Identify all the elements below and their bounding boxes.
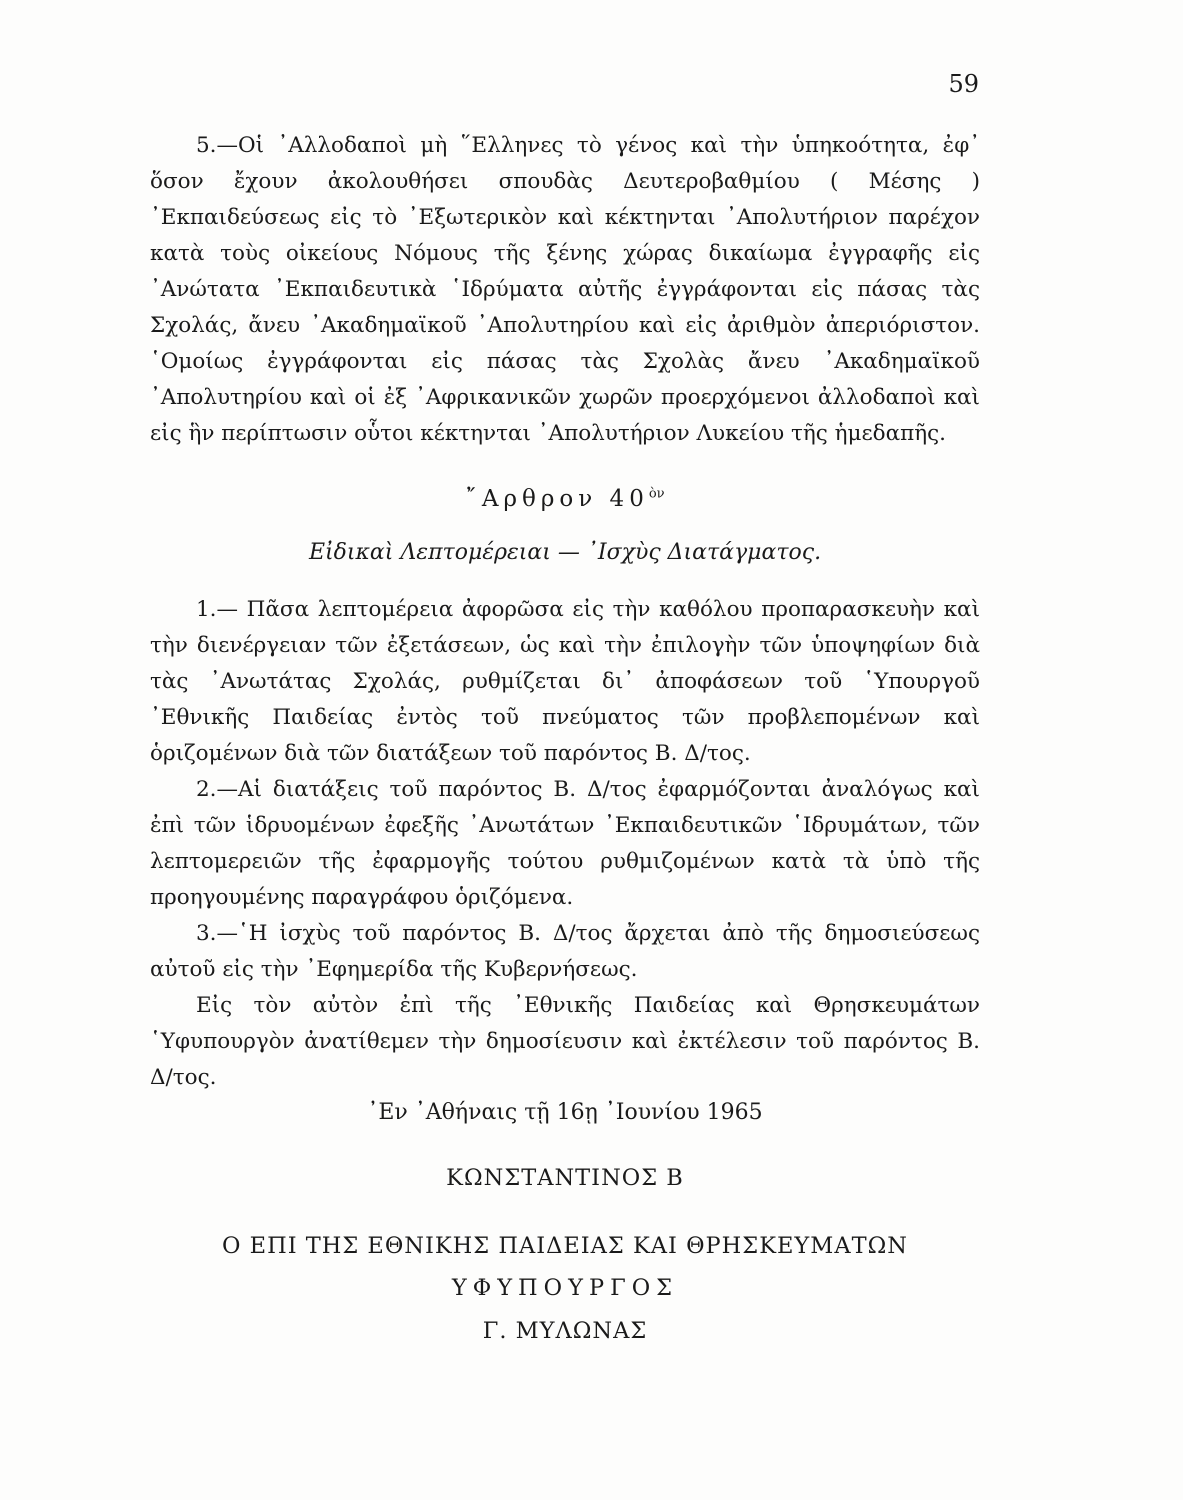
- article-heading-suffix: ὸν: [648, 486, 665, 502]
- paragraph-2: 2.—Αἱ διατάξεις τοῦ παρόντος Β. Δ/τος ἐφαρμόζονται ἀναλόγως καὶ ἐπὶ τῶν ἱδρυομένων ἐφεξῆς ᾿Ανωτάτων ᾿Εκπαιδευτικῶν ῾Ιδρυμάτων, τῶν λεπτομερειῶν τῆς ἐφαρμογῆς τούτου ρυθμιζομένων κατὰ τὰ ὑπὸ τῆς προηγουμένης παραγράφου ὁριζόμενα.: [150, 777, 980, 910]
- king-signature: ΚΩΝΣΤΑΝΤΙΝΟΣ Β: [446, 1165, 684, 1191]
- article-heading: [150, 486, 980, 512]
- article-subtitle: Εἰδικαὶ Λεπτομέρειαι — ᾿Ισχὺς Διατάγματος.: [308, 540, 822, 565]
- paragraph-assignment: Εἰς τὸν αὐτὸν ἐπὶ τῆς ᾿Εθνικῆς Παιδείας καὶ Θρησκευμάτων ῾Υφυπουργὸν ἀνατίθεμεν τὴν δημοσίευσιν καὶ ἐκτέλεσιν τοῦ παρόντος Β. Δ/τος.: [150, 993, 980, 1090]
- minister-title: Ο ΕΠΙ ΤΗΣ ΕΘΝΙΚΗΣ ΠΑΙΔΕΙΑΣ ΚΑΙ ΘΡΗΣΚΕΥΜΑΤΩΝ: [222, 1233, 908, 1259]
- page-number: 59: [948, 70, 979, 98]
- minister-name: Γ. ΜΥΛΩΝΑΣ: [482, 1318, 648, 1344]
- paragraph-3: 3.—῾Η ἰσχὺς τοῦ παρόντος Β. Δ/τος ἄρχεται ἀπὸ τῆς δημοσιεύσεως αὐτοῦ εἰς τὴν ᾿Εφημερίδα τῆς Κυβερνήσεως.: [150, 921, 980, 982]
- date-line: ᾿Εν ᾿Αθήναις τῇ 16ῃ ᾿Ιουνίου 1965: [367, 1100, 763, 1125]
- paragraph-5: 5.—Οἱ ᾿Αλλοδαποὶ μὴ ῞Ελληνες τὸ γένος καὶ τὴν ὑπηκοότητα, ἐφ᾿ ὅσον ἔχουν ἀκολουθήσει σπουδὰς Δευτεροβαθμίου ( Μέσης ) ᾿Εκπαιδεύσεως εἰς τὸ ᾿Εξωτερικὸν καὶ κέκτηνται ᾿Απολυτήριον παρέχον κατὰ τοὺς οἰκείους Νόμους τῆς ξένης χώρας δικαίωμα ἐγγραφῆς εἰς ᾿Ανώτατα ᾿Εκπαιδευτικὰ ῾Ιδρύματα αὐτῆς ἐγγράφονται εἰς πάσας τὰς Σχολάς, ἄνευ ᾿Ακαδημαϊκοῦ ᾿Απολυτηρίου καὶ εἰς ἀριθμὸν ἀπεριόριστον. ῾Ομοίως ἐγγράφονται εἰς πάσας τὰς Σχολὰς ἄνευ ᾿Ακαδημαϊκοῦ ᾿Απολυτηρίου καὶ οἱ ἐξ ᾿Αφρικανικῶν χωρῶν προερχόμενοι ἀλλοδαποὶ καὶ εἰς ἣν περίπτωσιν οὗτοι κέκτηνται ᾿Απολυτήριον Λυκείου τῆς ἡμεδαπῆς.: [150, 133, 980, 446]
- paragraph-block-foreign-students: [150, 128, 980, 452]
- article-body: [150, 592, 980, 1096]
- minister-role: ΥΦΥΠΟΥΡΓΟΣ: [451, 1275, 679, 1301]
- article-heading-text: ῎Αρθρον 40: [465, 486, 649, 512]
- paragraph-1: 1.— Πᾶσα λεπτομέρεια ἀφορῶσα εἰς τὴν καθόλου προπαρασκευὴν καὶ τὴν διενέργειαν τῶν ἐξετάσεων, ὡς καὶ τὴν ἐπιλογὴν τῶν ὑποψηφίων διὰ τὰς ᾿Ανωτάτας Σχολάς, ρυθμίζεται δι᾿ ἀποφάσεων τοῦ ῾Υπουργοῦ ᾿Εθνικῆς Παιδείας ἐντὸς τοῦ πνεύματος τῶν προβλεπομένων καὶ ὁριζομένων διὰ τῶν διατάξεων τοῦ παρόντος Β. Δ/τος.: [150, 597, 980, 766]
